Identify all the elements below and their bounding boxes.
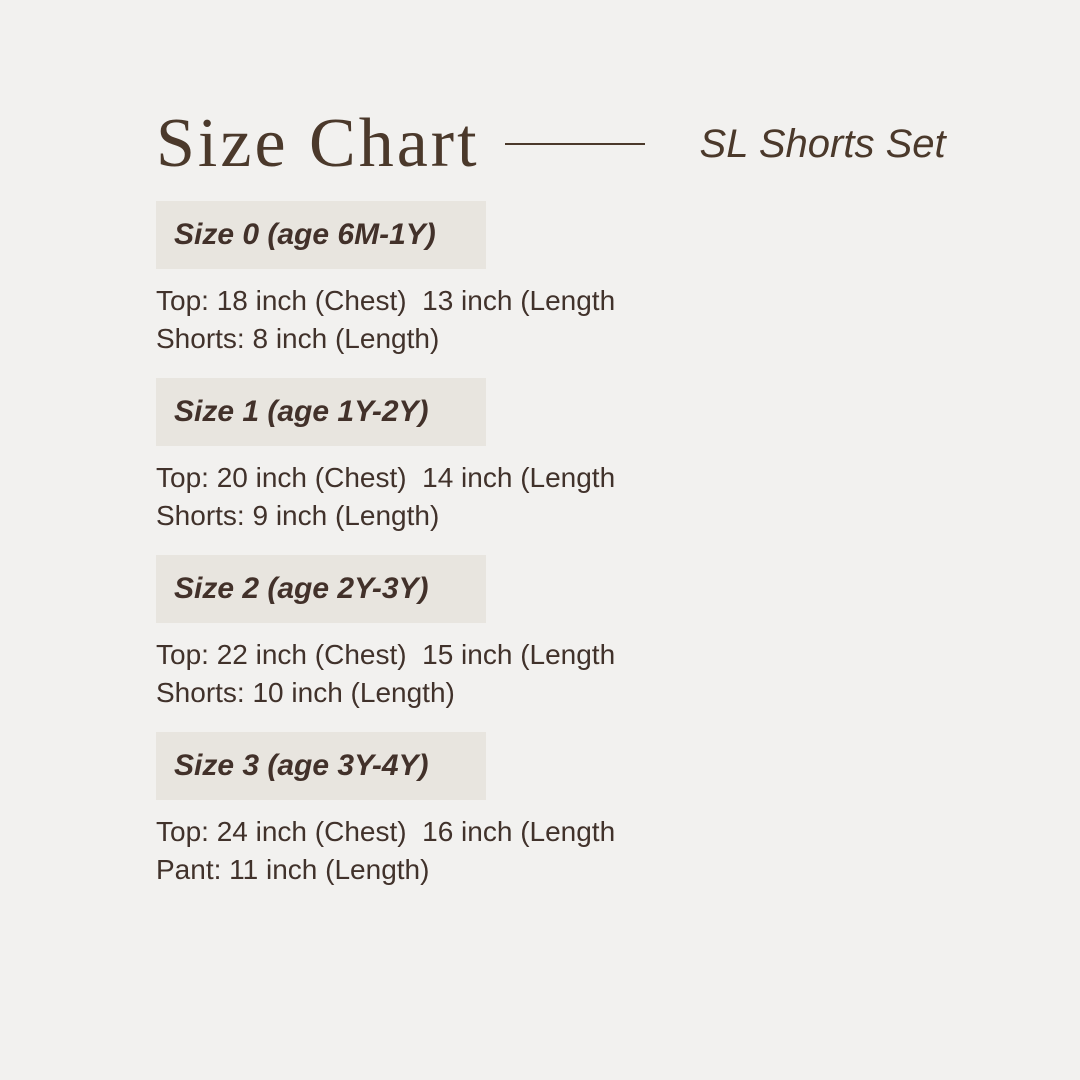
size-3-label: Size 3 (age 3Y-4Y) [174,749,429,782]
page-title: Size Chart [156,105,480,182]
size-3-badge [156,732,486,800]
size-2-label: Size 2 (age 2Y-3Y) [174,572,429,605]
size-0-bottom-measurements: Shorts: 8 inch (Length) [156,323,440,354]
size-2-top-measurements: Top: 22 inch (Chest) 15 inch (Length [156,639,616,670]
size-2-badge [156,555,486,623]
product-name: SL Shorts Set [699,121,946,166]
size-section-3 [156,732,1020,889]
size-3-top-measurements: Top: 24 inch (Chest) 16 inch (Length [156,816,616,847]
size-2-bottom-measurements: Shorts: 10 inch (Length) [156,677,455,708]
size-section-1 [156,378,1020,535]
size-1-bottom-measurements: Shorts: 9 inch (Length) [156,500,440,531]
size-section-0 [156,201,1020,358]
size-section-2 [156,555,1020,712]
size-1-badge [156,378,486,446]
size-0-badge [156,201,486,269]
size-1-top-measurements: Top: 20 inch (Chest) 14 inch (Length [156,462,616,493]
size-3-bottom-measurements: Pant: 11 inch (Length) [156,854,430,885]
header [156,103,1020,185]
size-0-label: Size 0 (age 6M-1Y) [174,218,436,251]
size-1-label: Size 1 (age 1Y-2Y) [174,395,429,428]
title-divider-line [505,143,645,145]
size-0-top-measurements: Top: 18 inch (Chest) 13 inch (Length [156,285,616,316]
